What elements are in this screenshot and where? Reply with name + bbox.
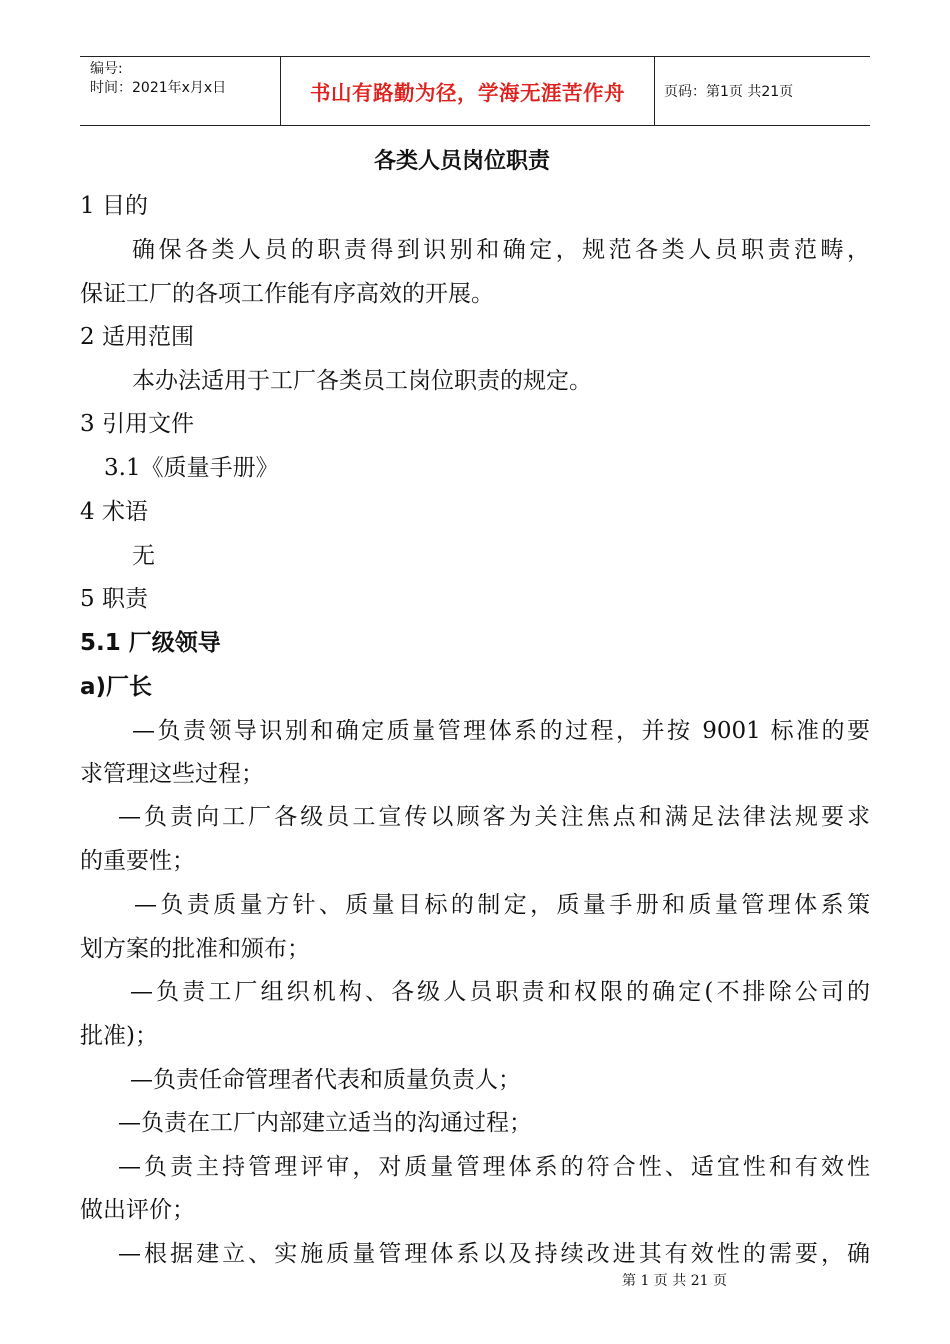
header-meta [80, 57, 281, 125]
duty-line: 的重要性； [80, 848, 195, 874]
page-footer: 第 1 页 共 21 页 [622, 1273, 727, 1289]
doc-title: 各类人员岗位职责 [374, 149, 551, 174]
paragraph-line: 无 [132, 543, 155, 569]
paragraph-line: 确保各类人员的职责得到识别和确定，规范各类人员职责范畴， [132, 237, 870, 263]
header-motto: 书山有路勤为径，学海无涯苦作舟 [281, 57, 655, 125]
duty-line: 求管理这些过程； [80, 761, 264, 787]
duty-line: 划方案的批准和颁布； [80, 936, 310, 962]
section-heading: 2 适用范围 [80, 324, 194, 350]
paragraph-line: 本办法适用于工厂各类员工岗位职责的规定。 [132, 368, 592, 394]
section-heading: 5 职责 [80, 586, 148, 612]
role-heading: a)厂长 [80, 674, 153, 700]
section-heading: 3 引用文件 [80, 411, 194, 437]
duty-line: —负责在工厂内部建立适当的沟通过程； [118, 1110, 532, 1136]
duty-line: —负责质量方针、质量目标的制定，质量手册和质量管理体系策 [134, 892, 870, 918]
duty-line: —负责向工厂各级员工宣传以顾客为关注焦点和满足法律法规要求 [118, 804, 870, 830]
duty-line: —负责工厂组织机构、各级人员职责和权限的确定(不排除公司的 [130, 979, 870, 1005]
page-header [80, 56, 870, 126]
duty-line: —负责主持管理评审，对质量管理体系的符合性、适宜性和有效性 [118, 1154, 870, 1180]
paragraph-line: 3.1《质量手册》 [104, 455, 279, 481]
section-heading: 4 术语 [80, 499, 148, 525]
section-heading: 1 目的 [80, 193, 148, 219]
header-page-info: 页码：第1页 共21页 [664, 84, 794, 100]
duty-line: 批准)； [80, 1023, 158, 1049]
duty-line: —负责任命管理者代表和质量负责人； [130, 1067, 521, 1093]
duty-line: 做出评价； [80, 1197, 195, 1223]
duty-line: —根据建立、实施质量管理体系以及持续改进其有效性的需要，确 [118, 1241, 870, 1267]
doc-number-label: 编号: [90, 61, 123, 77]
doc-date-label: 时间：2021年x月x日 [90, 80, 227, 96]
paragraph-line: 保证工厂的各项工作能有序高效的开展。 [80, 281, 494, 307]
subsection-heading: 5.1 厂级领导 [80, 630, 221, 656]
duty-line: —负责领导识别和确定质量管理体系的过程，并按 9001 标准的要 [132, 718, 870, 744]
